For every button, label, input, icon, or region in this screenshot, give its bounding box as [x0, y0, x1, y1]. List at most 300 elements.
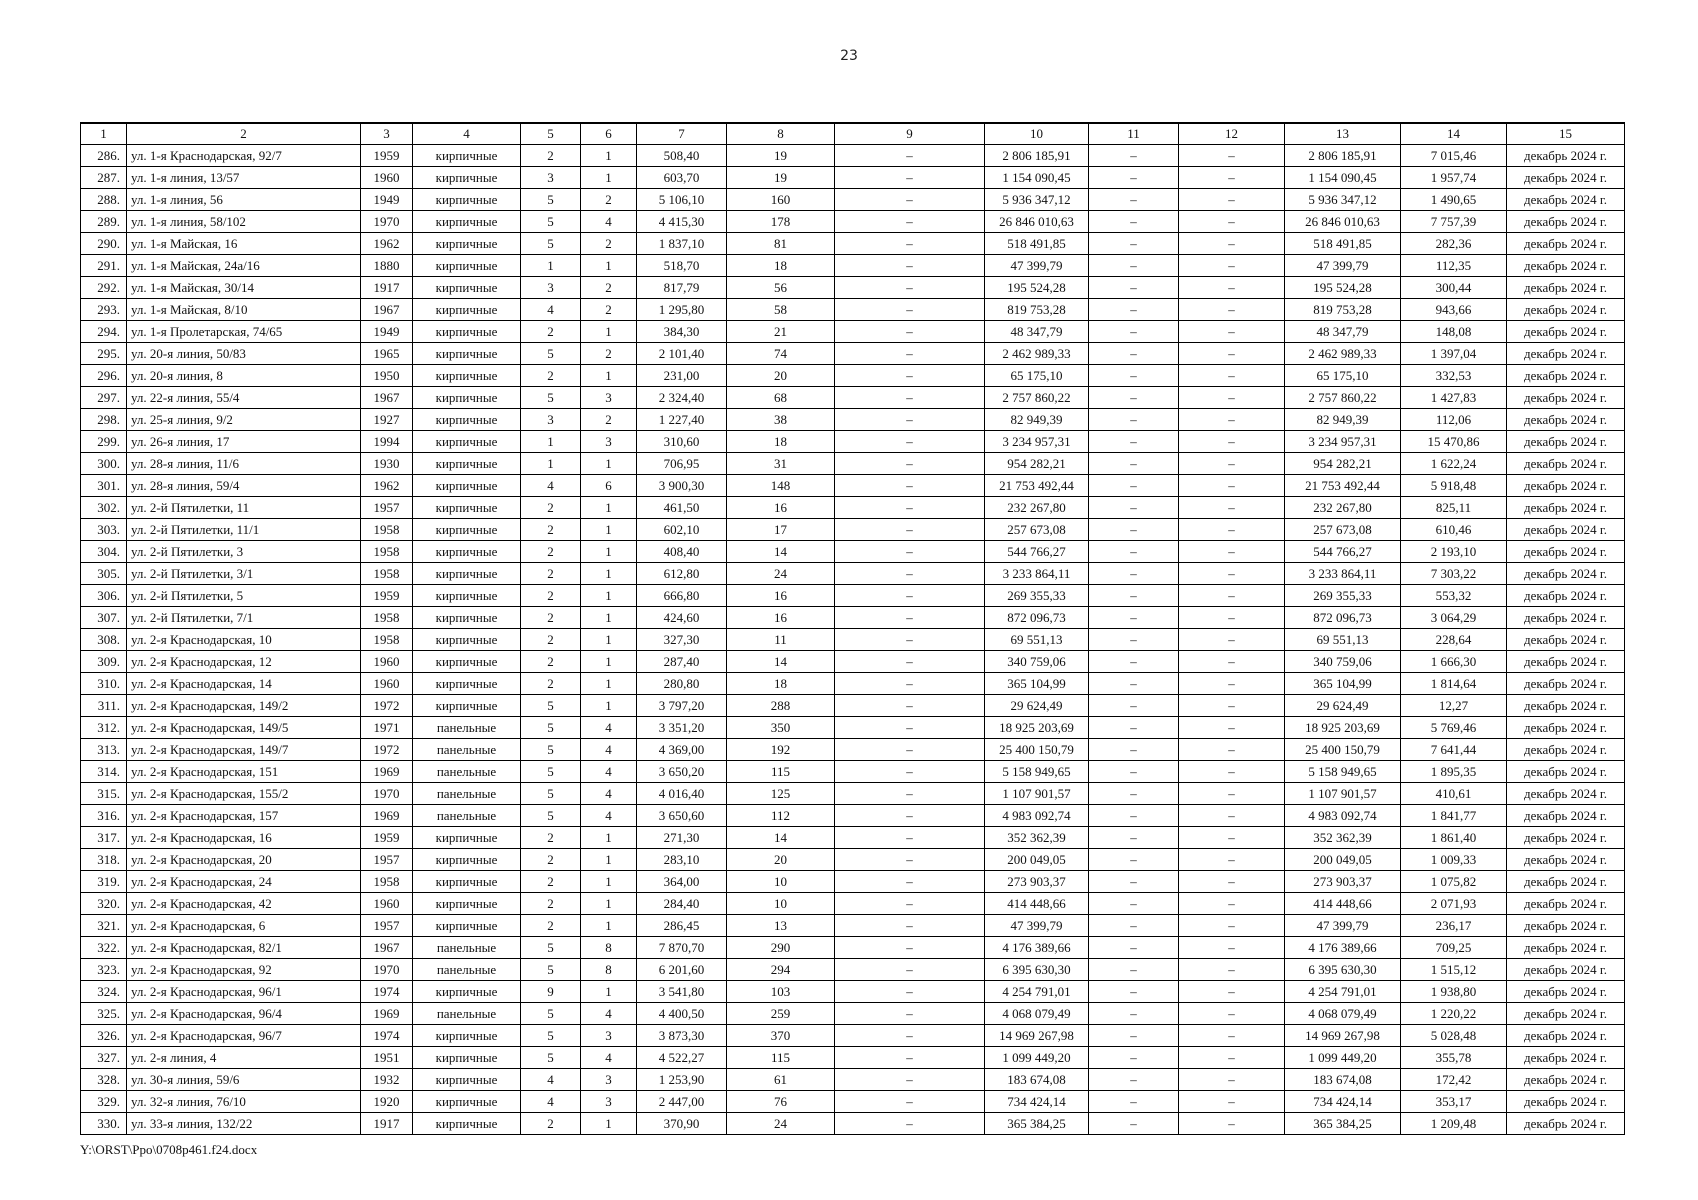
table-cell: декабрь 2024 г. [1507, 145, 1625, 167]
table-cell: 414 448,66 [985, 893, 1089, 915]
table-cell: 326. [81, 1025, 127, 1047]
column-header: 3 [361, 123, 413, 145]
table-cell: 5 158 949,65 [1285, 761, 1401, 783]
table-cell: 4 [521, 475, 581, 497]
table-cell: 1972 [361, 695, 413, 717]
table-row [81, 167, 1625, 189]
table-cell: 4 400,50 [637, 1003, 727, 1025]
table-cell: – [1089, 673, 1179, 695]
table-cell: – [1089, 189, 1179, 211]
table-cell: 286. [81, 145, 127, 167]
table-cell: 15 470,86 [1401, 431, 1507, 453]
table-cell: 2 462 989,33 [985, 343, 1089, 365]
table-cell: 304. [81, 541, 127, 563]
table-cell: – [835, 255, 985, 277]
table-cell: – [1089, 1047, 1179, 1069]
table-cell: – [1089, 871, 1179, 893]
table-cell: 666,80 [637, 585, 727, 607]
table-cell: кирпичные [413, 189, 521, 211]
table-cell: 18 [727, 255, 835, 277]
table-cell: ул. 1-я Майская, 24а/16 [127, 255, 361, 277]
table-cell: 287. [81, 167, 127, 189]
table-row [81, 739, 1625, 761]
table-cell: кирпичные [413, 607, 521, 629]
table-cell: – [1179, 805, 1285, 827]
table-cell: 5 [521, 761, 581, 783]
table-cell: 1958 [361, 541, 413, 563]
table-cell: 11 [727, 629, 835, 651]
table-cell: ул. 2-я Краснодарская, 157 [127, 805, 361, 827]
table-cell: кирпичные [413, 585, 521, 607]
table-cell: – [835, 871, 985, 893]
table-cell: – [835, 1025, 985, 1047]
table-cell: 1959 [361, 145, 413, 167]
table-cell: 257 673,08 [985, 519, 1089, 541]
table-cell: 4 254 791,01 [985, 981, 1089, 1003]
table-cell: 1 [521, 431, 581, 453]
table-cell: 329. [81, 1091, 127, 1113]
table-cell: 352 362,39 [1285, 827, 1401, 849]
table-cell: – [835, 475, 985, 497]
table-cell: – [835, 761, 985, 783]
table-cell: кирпичные [413, 453, 521, 475]
table-cell: 48 347,79 [985, 321, 1089, 343]
table-cell: 2 [581, 277, 637, 299]
table-cell: 200 049,05 [1285, 849, 1401, 871]
table-cell: 271,30 [637, 827, 727, 849]
table-cell: 2 [581, 343, 637, 365]
table-cell: 61 [727, 1069, 835, 1091]
table-cell: – [1179, 849, 1285, 871]
table-cell: кирпичные [413, 299, 521, 321]
table-cell: 872 096,73 [985, 607, 1089, 629]
table-cell: 7 757,39 [1401, 211, 1507, 233]
table-cell: 2 [521, 893, 581, 915]
table-cell: 544 766,27 [985, 541, 1089, 563]
table-cell: – [1179, 959, 1285, 981]
table-cell: 69 551,13 [1285, 629, 1401, 651]
table-cell: 5 936 347,12 [1285, 189, 1401, 211]
table-cell: 29 624,49 [1285, 695, 1401, 717]
table-cell: ул. 2-я Краснодарская, 96/4 [127, 1003, 361, 1025]
table-cell: ул. 20-я линия, 50/83 [127, 343, 361, 365]
table-cell: 21 [727, 321, 835, 343]
table-row [81, 849, 1625, 871]
table-cell: – [1089, 475, 1179, 497]
table-cell: 31 [727, 453, 835, 475]
table-row [81, 937, 1625, 959]
table-cell: 1 [581, 695, 637, 717]
table-cell: декабрь 2024 г. [1507, 1003, 1625, 1025]
table-cell: 5 936 347,12 [985, 189, 1089, 211]
table-cell: 5 [521, 805, 581, 827]
table-cell: 2 [521, 519, 581, 541]
table-cell: 3 [581, 1069, 637, 1091]
table-cell: – [1179, 299, 1285, 321]
table-cell: – [1179, 497, 1285, 519]
table-cell: 734 424,14 [1285, 1091, 1401, 1113]
table-cell: 5 [521, 343, 581, 365]
table-cell: 5 158 949,65 [985, 761, 1089, 783]
table-row [81, 1003, 1625, 1025]
table-cell: 819 753,28 [1285, 299, 1401, 321]
table-cell: 5 [521, 959, 581, 981]
table-cell: 1 666,30 [1401, 651, 1507, 673]
table-cell: 231,00 [637, 365, 727, 387]
table-cell: 5 [521, 233, 581, 255]
table-cell: 1 009,33 [1401, 849, 1507, 871]
table-cell: – [1089, 277, 1179, 299]
table-row [81, 453, 1625, 475]
table-cell: кирпичные [413, 673, 521, 695]
table-cell: – [1089, 1113, 1179, 1135]
table-cell: декабрь 2024 г. [1507, 1113, 1625, 1135]
table-cell: ул. 2-я Краснодарская, 12 [127, 651, 361, 673]
table-cell: 8 [581, 959, 637, 981]
table-cell: – [1089, 255, 1179, 277]
table-cell: кирпичные [413, 1091, 521, 1113]
table-cell: 1 [581, 651, 637, 673]
table-cell: 709,25 [1401, 937, 1507, 959]
table-cell: 4 [521, 1091, 581, 1113]
table-cell: 1932 [361, 1069, 413, 1091]
table-cell: кирпичные [413, 233, 521, 255]
table-cell: 307. [81, 607, 127, 629]
table-cell: 3 650,20 [637, 761, 727, 783]
table-cell: декабрь 2024 г. [1507, 651, 1625, 673]
table-cell: 2 757 860,22 [1285, 387, 1401, 409]
table-cell: – [835, 387, 985, 409]
table-cell: 318. [81, 849, 127, 871]
table-row [81, 255, 1625, 277]
table-cell: 48 347,79 [1285, 321, 1401, 343]
table-cell: 4 [581, 739, 637, 761]
column-header: 12 [1179, 123, 1285, 145]
table-cell: – [835, 189, 985, 211]
table-cell: 10 [727, 893, 835, 915]
table-cell: 1 [581, 541, 637, 563]
table-cell: 1949 [361, 189, 413, 211]
table-cell: 273 903,37 [985, 871, 1089, 893]
table-cell: 1967 [361, 299, 413, 321]
table-cell: 603,70 [637, 167, 727, 189]
table-row [81, 981, 1625, 1003]
table-cell: – [1089, 519, 1179, 541]
table-cell: 303. [81, 519, 127, 541]
table-cell: 3 900,30 [637, 475, 727, 497]
table-cell: 257 673,08 [1285, 519, 1401, 541]
table-cell: 1 154 090,45 [985, 167, 1089, 189]
table-cell: 308. [81, 629, 127, 651]
table-cell: – [1089, 321, 1179, 343]
table-cell: 4 983 092,74 [1285, 805, 1401, 827]
table-row [81, 299, 1625, 321]
table-cell: 2 [521, 563, 581, 585]
table-cell: 297. [81, 387, 127, 409]
table-cell: кирпичные [413, 431, 521, 453]
table-cell: декабрь 2024 г. [1507, 431, 1625, 453]
table-cell: декабрь 2024 г. [1507, 959, 1625, 981]
table-cell: 312. [81, 717, 127, 739]
table-cell: – [1179, 651, 1285, 673]
table-cell: 2 [521, 607, 581, 629]
table-cell: 3 233 864,11 [1285, 563, 1401, 585]
table-cell: 2 [521, 673, 581, 695]
table-cell: 4 369,00 [637, 739, 727, 761]
table-row [81, 1091, 1625, 1113]
table-cell: – [1179, 585, 1285, 607]
table-cell: 1958 [361, 519, 413, 541]
table-cell: 7 015,46 [1401, 145, 1507, 167]
table-cell: 178 [727, 211, 835, 233]
table-cell: ул. 2-й Пятилетки, 5 [127, 585, 361, 607]
table-cell: кирпичные [413, 695, 521, 717]
table-cell: – [835, 299, 985, 321]
table-cell: 2 447,00 [637, 1091, 727, 1113]
column-header: 11 [1089, 123, 1179, 145]
table-row [81, 519, 1625, 541]
table-cell: 26 846 010,63 [985, 211, 1089, 233]
table-cell: кирпичные [413, 629, 521, 651]
table-cell: 2 193,10 [1401, 541, 1507, 563]
table-cell: – [1179, 519, 1285, 541]
table-cell: 2 [581, 233, 637, 255]
table-cell: панельные [413, 761, 521, 783]
table-cell: 8 [581, 937, 637, 959]
table-cell: 330. [81, 1113, 127, 1135]
table-cell: ул. 33-я линия, 132/22 [127, 1113, 361, 1135]
table-cell: кирпичные [413, 1025, 521, 1047]
table-cell: 1 [581, 145, 637, 167]
table-cell: 1 938,80 [1401, 981, 1507, 1003]
table-cell: – [1089, 849, 1179, 871]
table-cell: 24 [727, 563, 835, 585]
table-cell: 2 [581, 189, 637, 211]
table-cell: декабрь 2024 г. [1507, 475, 1625, 497]
table-row [81, 761, 1625, 783]
table-cell: – [835, 541, 985, 563]
table-cell: 2 [521, 145, 581, 167]
table-cell: ул. 2-я Краснодарская, 14 [127, 673, 361, 695]
table-cell: 2 [521, 871, 581, 893]
table-cell: 408,40 [637, 541, 727, 563]
table-cell: – [1089, 453, 1179, 475]
table-cell: – [1089, 761, 1179, 783]
table-cell: декабрь 2024 г. [1507, 783, 1625, 805]
table-cell: декабрь 2024 г. [1507, 629, 1625, 651]
table-cell: 310. [81, 673, 127, 695]
table-cell: 340 759,06 [1285, 651, 1401, 673]
table-cell: – [835, 1003, 985, 1025]
column-header: 2 [127, 123, 361, 145]
table-cell: 74 [727, 343, 835, 365]
table-cell: 1959 [361, 585, 413, 607]
table-row [81, 629, 1625, 651]
table-cell: – [1179, 761, 1285, 783]
table-cell: кирпичные [413, 893, 521, 915]
table-cell: 1 [581, 167, 637, 189]
table-cell: 160 [727, 189, 835, 211]
table-cell: 1960 [361, 893, 413, 915]
table-cell: 290 [727, 937, 835, 959]
table-cell: ул. 2-я Краснодарская, 149/7 [127, 739, 361, 761]
column-header: 15 [1507, 123, 1625, 145]
table-cell: – [1179, 871, 1285, 893]
table-cell: 1957 [361, 915, 413, 937]
table-cell: 4 [581, 1003, 637, 1025]
table-cell: 322. [81, 937, 127, 959]
table-cell: 4 [581, 211, 637, 233]
table-cell: 954 282,21 [1285, 453, 1401, 475]
table-cell: 148 [727, 475, 835, 497]
table-cell: 3 797,20 [637, 695, 727, 717]
table-cell: 47 399,79 [985, 915, 1089, 937]
table-cell: 4 254 791,01 [1285, 981, 1401, 1003]
table-row [81, 651, 1625, 673]
table-cell: декабрь 2024 г. [1507, 805, 1625, 827]
table-cell: 13 [727, 915, 835, 937]
table-cell: 14 969 267,98 [1285, 1025, 1401, 1047]
table-cell: 5 028,48 [1401, 1025, 1507, 1047]
table-cell: 310,60 [637, 431, 727, 453]
table-cell: – [835, 849, 985, 871]
table-cell: 16 [727, 607, 835, 629]
table-cell: 5 [521, 1003, 581, 1025]
table-cell: – [1179, 893, 1285, 915]
table-cell: 2 101,40 [637, 343, 727, 365]
table-cell: 292. [81, 277, 127, 299]
table-row [81, 431, 1625, 453]
table-cell: 1 837,10 [637, 233, 727, 255]
table-cell: – [1089, 343, 1179, 365]
table-cell: 317. [81, 827, 127, 849]
table-cell: – [1179, 343, 1285, 365]
table-cell: ул. 28-я линия, 59/4 [127, 475, 361, 497]
table-cell: кирпичные [413, 1047, 521, 1069]
table-cell: – [1179, 453, 1285, 475]
table-cell: 112,35 [1401, 255, 1507, 277]
table-cell: декабрь 2024 г. [1507, 981, 1625, 1003]
table-cell: 3 541,80 [637, 981, 727, 1003]
table-cell: 3 [521, 167, 581, 189]
table-cell: 24 [727, 1113, 835, 1135]
table-cell: 3 233 864,11 [985, 563, 1089, 585]
table-cell: 4 [581, 783, 637, 805]
table-cell: 16 [727, 497, 835, 519]
table-cell: 3 351,20 [637, 717, 727, 739]
table-cell: – [1089, 563, 1179, 585]
table-cell: 324. [81, 981, 127, 1003]
table-cell: – [835, 431, 985, 453]
table-cell: 1 099 449,20 [985, 1047, 1089, 1069]
table-row [81, 1113, 1625, 1135]
table-cell: 286,45 [637, 915, 727, 937]
table-cell: 14 [727, 827, 835, 849]
table-cell: 1 [581, 255, 637, 277]
table-cell: – [835, 695, 985, 717]
table-cell: 81 [727, 233, 835, 255]
table-cell: 289. [81, 211, 127, 233]
table-cell: 328. [81, 1069, 127, 1091]
table-cell: ул. 1-я линия, 56 [127, 189, 361, 211]
table-cell: 2 [581, 409, 637, 431]
table-cell: 364,00 [637, 871, 727, 893]
table-cell: – [1089, 607, 1179, 629]
table-cell: декабрь 2024 г. [1507, 1091, 1625, 1113]
table-cell: 355,78 [1401, 1047, 1507, 1069]
table-cell: 2 [521, 827, 581, 849]
table-cell: 290. [81, 233, 127, 255]
column-header: 10 [985, 123, 1089, 145]
table-cell: декабрь 2024 г. [1507, 761, 1625, 783]
table-cell: ул. 2-я Краснодарская, 96/1 [127, 981, 361, 1003]
table-cell: ул. 1-я Майская, 8/10 [127, 299, 361, 321]
table-cell: 612,80 [637, 563, 727, 585]
table-cell: панельные [413, 739, 521, 761]
table-cell: – [1179, 145, 1285, 167]
table-cell: 192 [727, 739, 835, 761]
table-cell: 3 [521, 409, 581, 431]
table-cell: 327,30 [637, 629, 727, 651]
table-cell: 291. [81, 255, 127, 277]
table-cell: 320. [81, 893, 127, 915]
table-cell: ул. 1-я Краснодарская, 92/7 [127, 145, 361, 167]
table-cell: 300,44 [1401, 277, 1507, 299]
table-cell: 325. [81, 1003, 127, 1025]
table-row [81, 145, 1625, 167]
table-cell: 1951 [361, 1047, 413, 1069]
table-cell: 1917 [361, 277, 413, 299]
table-cell: – [1089, 541, 1179, 563]
table-cell: 553,32 [1401, 585, 1507, 607]
table-cell: 353,17 [1401, 1091, 1507, 1113]
table-cell: – [1089, 651, 1179, 673]
table-cell: 1 227,40 [637, 409, 727, 431]
table-cell: кирпичные [413, 277, 521, 299]
table-cell: 1960 [361, 673, 413, 695]
table-cell: 299. [81, 431, 127, 453]
table-cell: кирпичные [413, 541, 521, 563]
table-cell: 1974 [361, 1025, 413, 1047]
column-header: 1 [81, 123, 127, 145]
table-cell: 872 096,73 [1285, 607, 1401, 629]
table-cell: декабрь 2024 г. [1507, 541, 1625, 563]
table-cell: 1 515,12 [1401, 959, 1507, 981]
table-cell: декабрь 2024 г. [1507, 673, 1625, 695]
table-row [81, 541, 1625, 563]
table-cell: – [835, 497, 985, 519]
table-cell: 1949 [361, 321, 413, 343]
table-cell: кирпичные [413, 387, 521, 409]
table-cell: 1927 [361, 409, 413, 431]
table-cell: 954 282,21 [985, 453, 1089, 475]
column-header: 6 [581, 123, 637, 145]
table-cell: 1 [581, 915, 637, 937]
table-cell: ул. 2-я Краснодарская, 155/2 [127, 783, 361, 805]
table-cell: – [835, 321, 985, 343]
table-cell: – [1089, 717, 1179, 739]
table-cell: – [1089, 959, 1179, 981]
table-cell: 1994 [361, 431, 413, 453]
table-cell: – [1089, 431, 1179, 453]
table-cell: декабрь 2024 г. [1507, 255, 1625, 277]
table-cell: – [1179, 937, 1285, 959]
table-cell: 115 [727, 761, 835, 783]
table-cell: – [835, 145, 985, 167]
table-cell: 301. [81, 475, 127, 497]
table-cell: 20 [727, 849, 835, 871]
table-cell: 410,61 [1401, 783, 1507, 805]
